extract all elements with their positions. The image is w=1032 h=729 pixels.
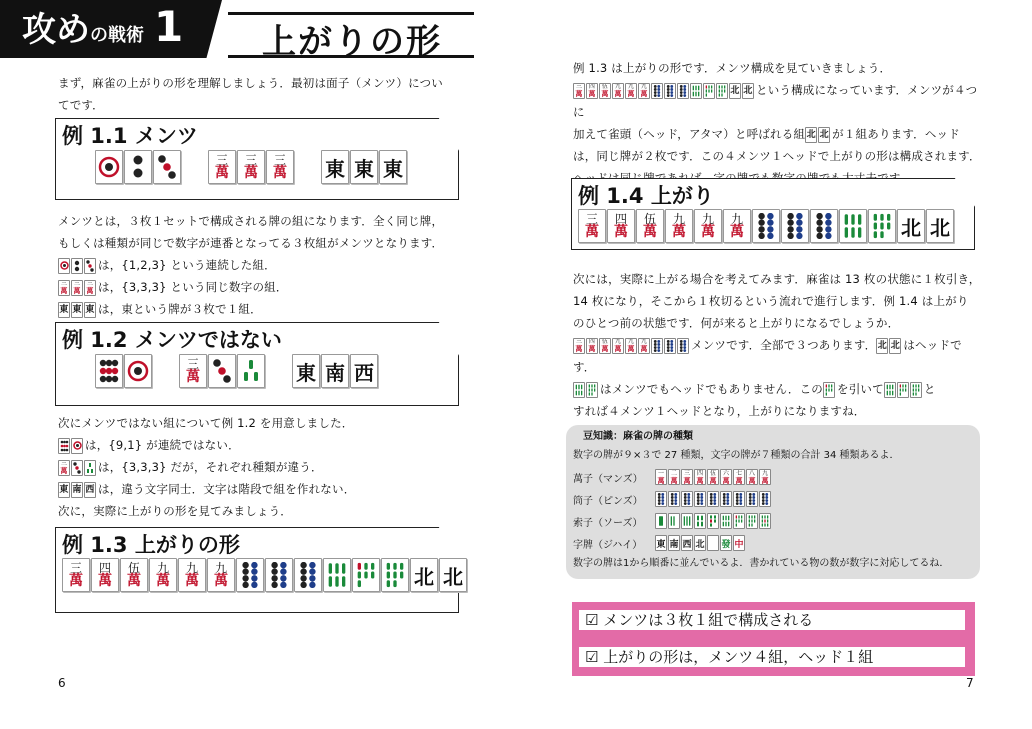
bullet-pin-9-1 <box>58 434 458 456</box>
mini-pin-3 <box>71 460 83 476</box>
summary-item-1: ☑ メンツは３枚１組で構成される <box>579 610 965 630</box>
mini-head <box>876 338 902 354</box>
mini-sou-3 <box>84 460 96 476</box>
tile-man: 八 萬 <box>746 469 758 485</box>
right-p2a-text: という構成になっています．メンツが４つに <box>573 83 978 119</box>
badge-main: 攻め <box>22 10 90 50</box>
bullet-man-text: は，{3,3,3} という同じ数字の組． <box>98 280 288 294</box>
bullet-pin <box>58 254 458 276</box>
tile-man: 七 萬 <box>733 469 745 485</box>
tile-sou <box>703 83 715 99</box>
right-p4c <box>573 378 983 400</box>
tile-pin <box>236 558 264 592</box>
bullet-mixed <box>58 456 458 478</box>
right-p4d: すれば４メンツ１ヘッドとなり，上がりになりますね． <box>573 404 866 418</box>
tile-group-mixed-3 <box>179 354 266 388</box>
tip-foot: 数字の牌は1から順番に並んでいるよ．書かれている物の数が数字に対応してるね． <box>573 558 950 569</box>
tile-sou <box>720 513 732 529</box>
page-number-left: 6 <box>58 676 66 690</box>
right-p2c: は，同じ牌が２枚です．この４メンツ１ヘッドで上がりの形は構成されます． <box>573 149 981 163</box>
mini-north: 北 <box>818 127 830 143</box>
tile-sou <box>746 513 758 529</box>
tile-sou <box>868 209 896 243</box>
tile-pin <box>677 83 689 99</box>
para-1-line-1: メンツとは，３枚１セットで構成される牌の組になります．全く同じ牌， <box>58 214 444 228</box>
mini-east: 東 <box>655 535 667 551</box>
bullet-honors-text: は，違う文字同士．文字は階段で組を作れない． <box>98 482 356 496</box>
tile-south: 南 <box>321 354 349 388</box>
mini-west: 西 <box>681 535 693 551</box>
tile-sou <box>690 83 702 99</box>
tile-man: 三 萬 <box>681 469 693 485</box>
tile-group-honors <box>292 354 379 388</box>
tile-group-east-east-east <box>321 150 408 184</box>
mini-pin-1 <box>58 258 70 274</box>
tile-honor: 北 <box>742 83 754 99</box>
tile-man-3: 三 萬 <box>208 150 236 184</box>
tile-pin <box>681 491 693 507</box>
tile-man: 伍 萬 <box>599 83 611 99</box>
mini-tiles <box>58 482 97 498</box>
mini-pin-9 <box>58 438 70 454</box>
chapter-badge-text <box>22 2 183 51</box>
example-1-2-title: 例 1.2 メンツではない <box>62 328 282 352</box>
mini-sou-result <box>884 382 923 398</box>
example-1-4-title: 例 1.4 上がり <box>578 184 714 208</box>
tile-man-3: 三 萬 <box>179 354 207 388</box>
tip-row-manzu <box>573 466 973 488</box>
tile-pin-9 <box>95 354 123 388</box>
tile-man: 九 萬 <box>759 469 771 485</box>
mini-tiles <box>58 258 97 274</box>
tile-east: 東 <box>292 354 320 388</box>
right-p3-1: 次には，実際に上がる場合を考えてみます．麻雀は 13 枚の状態に１枚引き， <box>573 272 981 286</box>
para-2: 次にメンツではない組について例 1.2 を用意しました． <box>58 416 354 430</box>
tile-honor: 北 <box>926 209 954 243</box>
tip-manzu-tiles <box>655 469 772 485</box>
right-para-1 <box>573 57 983 189</box>
mini-north: 北 <box>805 127 817 143</box>
tile-man: 九 萬 <box>723 209 751 243</box>
tile-sou <box>707 513 719 529</box>
bullet-east <box>58 298 458 320</box>
right-p4ab <box>573 334 983 378</box>
mini-pin-3 <box>84 258 96 274</box>
tile-west: 西 <box>350 354 378 388</box>
tile-east: 東 <box>321 150 349 184</box>
bullet-pin-text: は，{1,2,3} という連続した組． <box>98 258 276 272</box>
tile-pin <box>781 209 809 243</box>
tile-sou-3 <box>237 354 265 388</box>
tile-sou <box>668 513 680 529</box>
para-1-line-2: もしくは種類が同じで数字が連番となってる３枚組がメンツとなります． <box>58 236 444 250</box>
tile-man: 九 萬 <box>612 83 624 99</box>
tile-man: 四 萬 <box>586 338 598 354</box>
mini-south: 南 <box>668 535 680 551</box>
tile-sou <box>716 83 728 99</box>
tile-pin <box>651 338 663 354</box>
tile-man: 二 萬 <box>668 469 680 485</box>
tile-pin-2 <box>124 150 152 184</box>
tile-man: 三 萬 <box>573 338 585 354</box>
tile-man: 九 萬 <box>178 558 206 592</box>
tile-sou <box>655 513 667 529</box>
tip-row-pinzu <box>573 488 973 510</box>
tip-souzu-tiles <box>655 513 772 529</box>
tile-sou <box>694 513 706 529</box>
right-p2b2-text: が１組あります．ヘッド <box>832 127 960 141</box>
right-p4c2-text: を引いて <box>837 382 884 396</box>
tile-sou <box>897 382 909 398</box>
mini-tiles <box>58 280 97 296</box>
tip-line: 数字の牌が９×３で 27 種類，文字の牌が７種類の合計 34 種類あるよ． <box>573 450 900 461</box>
mini-south: 南 <box>71 482 83 498</box>
right-p4c3-text: と <box>923 382 936 396</box>
tile-pin <box>677 338 689 354</box>
tile-sou <box>381 558 409 592</box>
tile-man: 三 萬 <box>573 83 585 99</box>
mini-north: 北 <box>876 338 888 354</box>
mini-west: 西 <box>84 482 96 498</box>
tip-jihai-tiles <box>655 535 746 551</box>
tile-pin-1 <box>95 150 123 184</box>
bullet-mixed-text: は，{3,3,3} だが，それぞれ種類が違う． <box>98 460 323 474</box>
badge-num: 1 <box>154 2 184 51</box>
example-1-1-tiles <box>95 150 434 184</box>
right-p2b1-text: 加えて雀頭（ヘッド，アタマ）と呼ばれる組 <box>573 127 806 141</box>
mini-man-3: 三 萬 <box>58 280 70 296</box>
example-1-2-tiles <box>95 354 405 388</box>
tile-man: 九 萬 <box>625 338 637 354</box>
tile-man: 四 萬 <box>91 558 119 592</box>
tile-pin <box>752 209 780 243</box>
tip-row-souzu <box>573 510 973 532</box>
mini-green: 發 <box>720 535 732 551</box>
left-para-1 <box>58 210 458 320</box>
mini-east: 東 <box>58 302 70 318</box>
mini-sou-pair <box>573 382 599 398</box>
tile-pin <box>651 83 663 99</box>
tile-man: 三 萬 <box>62 558 90 592</box>
bullet-east-text: は，東という牌が３枚で１組． <box>98 302 262 316</box>
right-p4b-text: はヘッドです． <box>573 338 962 374</box>
tile-man: 伍 萬 <box>636 209 664 243</box>
mini-white <box>707 535 719 551</box>
tile-pin <box>294 558 322 592</box>
mini-melds <box>573 338 690 354</box>
tile-sou <box>759 513 771 529</box>
tile-pin <box>707 491 719 507</box>
tile-honor: 北 <box>410 558 438 592</box>
tile-man: 三 萬 <box>578 209 606 243</box>
right-p3-2: 14 枚になり，そこから１枚切るという流れで進行します．例 1.4 は上がり <box>573 294 969 308</box>
tile-sou <box>681 513 693 529</box>
mini-east: 東 <box>71 302 83 318</box>
tip-souzu-label: 索子（ソーズ） <box>573 517 643 529</box>
summary-item-2: ☑ 上がりの形は，メンツ４組，ヘッド１組 <box>579 647 965 667</box>
tile-pin <box>759 491 771 507</box>
tile-honor: 北 <box>897 209 925 243</box>
tile-pin <box>694 491 706 507</box>
mini-east: 東 <box>58 482 70 498</box>
right-p2b <box>573 123 983 145</box>
mini-man-3: 三 萬 <box>84 280 96 296</box>
bullet-9-1-text: は，{9,1} が連続ではない． <box>85 438 240 452</box>
tile-sou <box>352 558 380 592</box>
tile-pin <box>664 83 676 99</box>
tile-man: 九 萬 <box>149 558 177 592</box>
tile-man: 一 萬 <box>655 469 667 485</box>
tile-pin <box>655 491 667 507</box>
tile-group-man-333 <box>208 150 295 184</box>
right-p3-3: のひとつ前の状態です．何が来ると上がりになるでしょうか． <box>573 316 900 330</box>
tile-man: 四 萬 <box>586 83 598 99</box>
tile-man: 九 萬 <box>207 558 235 592</box>
tile-man: 四 萬 <box>607 209 635 243</box>
tile-sou <box>573 382 585 398</box>
example-1-3-title: 例 1.3 上がりの形 <box>62 533 240 557</box>
right-p2a <box>573 79 983 123</box>
mini-tiles <box>58 460 97 476</box>
tile-pin <box>746 491 758 507</box>
left-intro <box>58 72 458 116</box>
tile-man-3: 三 萬 <box>266 150 294 184</box>
right-p4a-text: メンツです．全部で３つあります． <box>691 338 877 352</box>
mini-man-3: 三 萬 <box>71 280 83 296</box>
mini-hand <box>573 83 755 99</box>
tile-group-pin-123 <box>95 150 182 184</box>
tile-honor: 北 <box>439 558 467 592</box>
tile-pin <box>664 338 676 354</box>
para-3: 次に，実際に上がりの形を見てみましょう． <box>58 504 292 518</box>
mini-head <box>805 127 831 143</box>
tile-east: 東 <box>379 150 407 184</box>
tip-manzu-label: 萬子（マンズ） <box>573 473 643 485</box>
page-title: 上がりの形 <box>262 22 442 62</box>
tile-man: 伍 萬 <box>120 558 148 592</box>
tile-pin-1 <box>124 354 152 388</box>
tile-pin <box>668 491 680 507</box>
mini-sou-wait <box>823 382 836 398</box>
mini-tiles <box>58 302 97 318</box>
intro-line-1: まず，麻雀の上がりの形を理解しましょう．最初は面子（メンツ）につい <box>58 76 443 90</box>
tile-sou <box>323 558 351 592</box>
tile-man: 九 萬 <box>638 338 650 354</box>
tip-title: 豆知識：麻雀の牌の種類 <box>583 431 693 442</box>
tile-sou <box>733 513 745 529</box>
tile-man: 九 萬 <box>638 83 650 99</box>
tile-pin-3 <box>153 150 181 184</box>
bullet-honors <box>58 478 458 500</box>
tile-man: 九 萬 <box>612 338 624 354</box>
tile-sou <box>910 382 922 398</box>
bullet-man <box>58 276 458 298</box>
left-para-2 <box>58 412 458 522</box>
mini-north: 北 <box>889 338 901 354</box>
mini-pin-1 <box>71 438 83 454</box>
tile-man: 伍 萬 <box>707 469 719 485</box>
tile-pin <box>733 491 745 507</box>
badge-no: の戦術 <box>90 25 144 46</box>
mini-red: 中 <box>733 535 745 551</box>
right-para-3 <box>573 268 983 422</box>
tile-sou <box>884 382 896 398</box>
tile-sou <box>586 382 598 398</box>
tile-sou <box>839 209 867 243</box>
mini-pin-2 <box>71 258 83 274</box>
right-p4c1-text: はメンツでもヘッドでもありません．この <box>600 382 823 396</box>
tile-pin-3 <box>208 354 236 388</box>
tile-pin <box>265 558 293 592</box>
tile-man: 九 萬 <box>694 209 722 243</box>
tip-content <box>573 428 973 574</box>
tile-man: 九 萬 <box>625 83 637 99</box>
example-1-3-hand <box>62 558 468 592</box>
tip-jihai-label: 字牌（ジハイ） <box>573 539 643 551</box>
tile-man-3: 三 萬 <box>237 150 265 184</box>
mini-man-3: 三 萬 <box>58 460 70 476</box>
tile-man: 六 萬 <box>720 469 732 485</box>
page-number-right: 7 <box>966 676 974 690</box>
tile-man: 九 萬 <box>665 209 693 243</box>
example-1-1-title: 例 1.1 メンツ <box>62 124 198 148</box>
tip-row-jihai <box>573 532 973 554</box>
intro-line-2: てです． <box>58 98 104 112</box>
mini-tiles <box>58 438 84 454</box>
tile-sou <box>823 382 835 398</box>
tile-pin <box>810 209 838 243</box>
tile-honor: 北 <box>729 83 741 99</box>
tip-pinzu-label: 筒子（ピンズ） <box>573 495 643 507</box>
tile-group-pin-9-1 <box>95 354 153 388</box>
mini-north: 北 <box>694 535 706 551</box>
right-p1: 例 1.3 は上がりの形です．メンツ構成を見ていきましょう． <box>573 61 892 75</box>
tile-man: 伍 萬 <box>599 338 611 354</box>
tile-man: 四 萬 <box>694 469 706 485</box>
mini-east: 東 <box>84 302 96 318</box>
tip-pinzu-tiles <box>655 491 772 507</box>
tile-pin <box>720 491 732 507</box>
example-1-4-hand <box>578 209 955 243</box>
tile-east: 東 <box>350 150 378 184</box>
